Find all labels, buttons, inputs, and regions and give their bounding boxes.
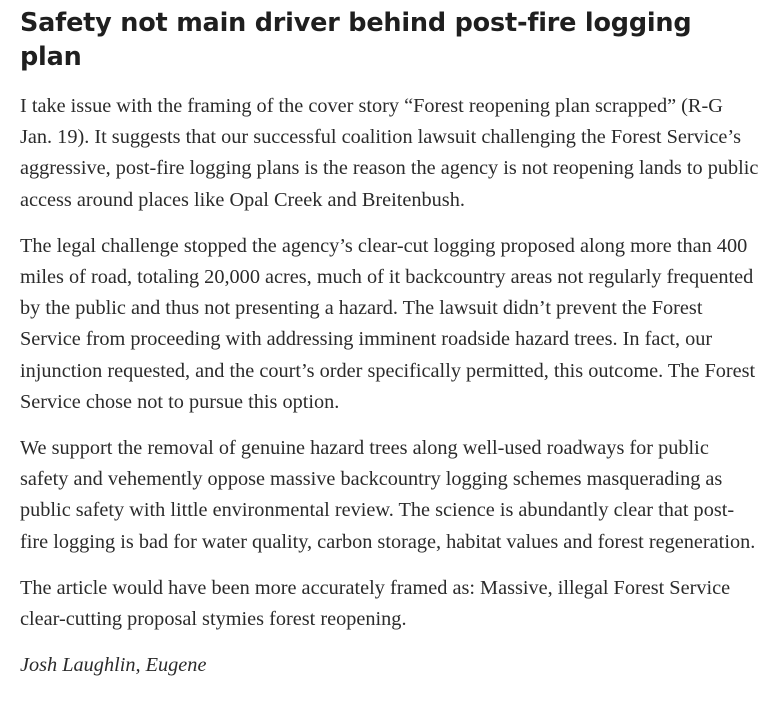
letter-article bbox=[20, 6, 760, 681]
headline: Safety not main driver behind post-fire logging plan bbox=[20, 8, 692, 72]
paragraph-4: The article would have been more accurately framed as: Massive, illegal Forest Service clear-cutting proposal stymies forest reopening. bbox=[20, 576, 731, 631]
paragraph-3: We support the removal of genuine hazard trees along well-used roadways for public safety and vehemently oppose massive backcountry logging schemes masquerading as public safety with little environmental review. The science is abundantly clear that post-fire logging is bad for water quality, carbon storage, habitat values and forest regeneration. bbox=[20, 437, 756, 553]
author-signature: Josh Laughlin, Eugene bbox=[20, 654, 207, 677]
paragraph-2: The legal challenge stopped the agency’s clear-cut logging proposed along more than 400 miles of road, totaling 20,000 acres, much of it backcountry areas not regularly frequented by the public and thus not presenting a hazard. The lawsuit didn’t prevent the Forest Service from proceeding with addressing imminent roadside hazard trees. In fact, our injunction requested, and the court’s order specifically permitted, this outcome. The Forest Service chose not to pursue this option. bbox=[20, 234, 756, 413]
paragraph-1: I take issue with the framing of the cover story “Forest reopening plan scrapped” (R-G Jan. 19). It suggests that our successful coalition lawsuit challenging the Forest Service’s aggressive, post-fire logging plans is the reason the agency is not reopening lands to public access around places like Opal Creek and Breitenbush. bbox=[20, 95, 759, 211]
